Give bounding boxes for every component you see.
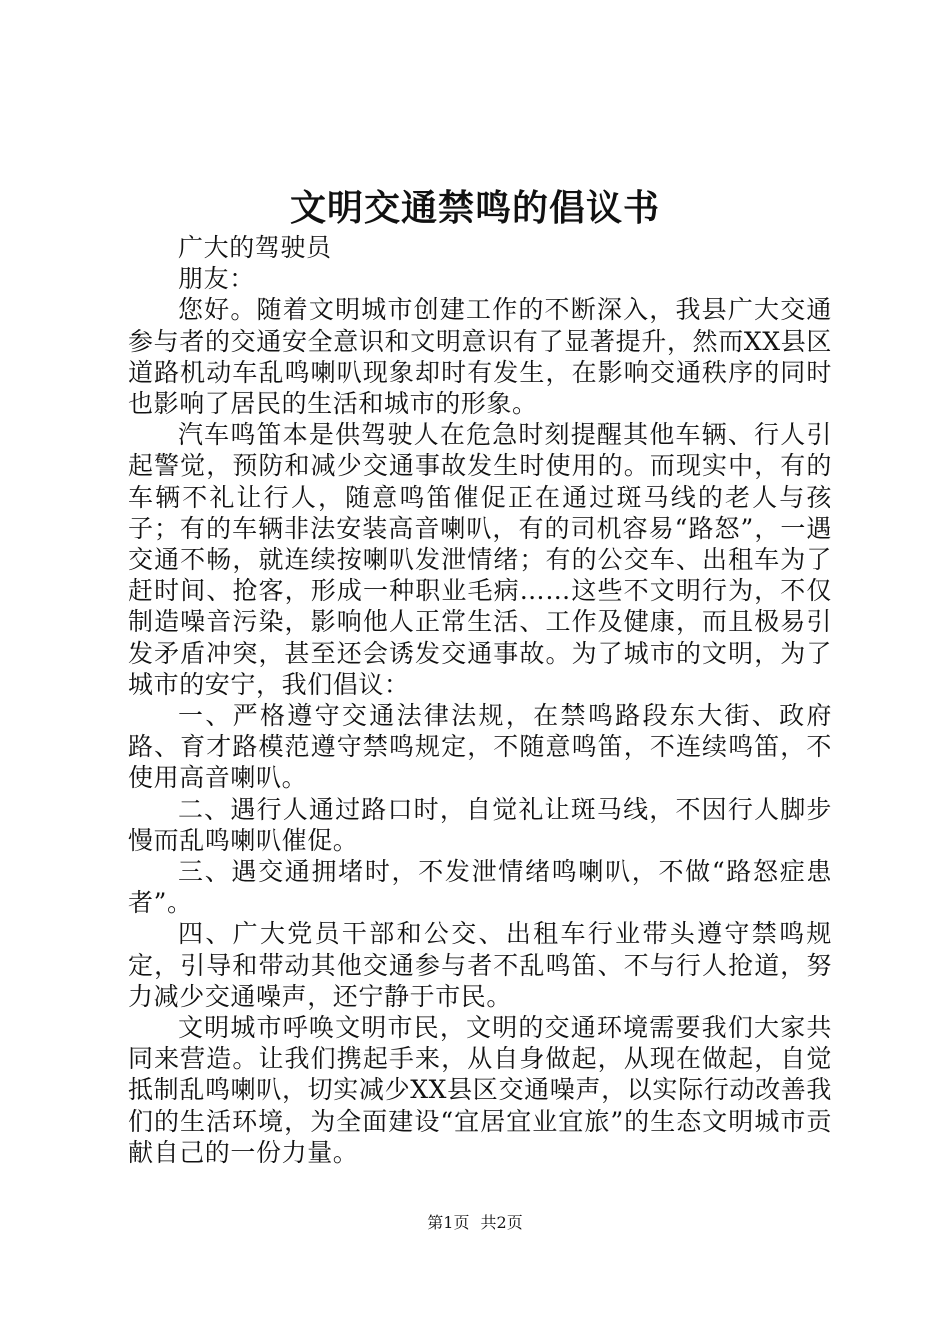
salutation-line-2: 朋友： — [178, 264, 255, 294]
proposal-item-4: 四、广大党员干部和公交、出租车行业带头遵守禁鸣规定，引导和带动其他交通参与者不乱鸣笛、不与行人抢道，努力减少交通噪声，还宁静于市民。 — [128, 919, 832, 1011]
paragraph-greeting: 您好。随着文明城市创建工作的不断深入，我县广大交通参与者的交通安全意识和文明意识有了显著提升，然而XX县区道路机动车乱鸣喇叭现象却时有发生，在影响交通秩序的同时也影响了居民的生活和城市的形象。 — [128, 295, 832, 419]
proposal-item-2: 二、遇行人通过路口时，自觉礼让斑马线，不因行人脚步慢而乱鸣喇叭催促。 — [128, 794, 832, 855]
proposal-item-1: 一、严格遵守交通法律法规，在禁鸣路段东大街、政府路、育才路模范遵守禁鸣规定，不随意鸣笛，不连续鸣笛，不使用高音喇叭。 — [128, 701, 832, 793]
paragraph-closing: 文明城市呼唤文明市民，文明的交通环境需要我们大家共同来营造。让我们携起手来，从自身做起，从现在做起，自觉抵制乱鸣喇叭，切实减少XX县区交通噪声，以实际行动改善我们的生活环境，为全面建设“宜居宜业宜旅”的生态文明城市贡献自己的一份力量。 — [128, 1013, 832, 1167]
page-number: 第1页 — [427, 1213, 470, 1232]
page-footer — [0, 1212, 950, 1234]
page-total: 共2页 — [480, 1213, 523, 1232]
paragraph-problem: 汽车鸣笛本是供驾驶人在危急时刻提醒其他车辆、行人引起警觉，预防和减少交通事故发生时使用的。而现实中，有的车辆不礼让行人，随意鸣笛催促正在通过斑马线的老人与孩子；有的车辆非法安装高音喇叭，有的司机容易“路怒”，一遇交通不畅，就连续按喇叭发泄情绪；有的公交车、出租车为了赶时间、抢客，形成一种职业毛病……这些不文明行为，不仅制造噪音污染，影响他人正常生活、工作及健康，而且极易引发矛盾冲突，甚至还会诱发交通事故。为了城市的文明，为了城市的安宁，我们倡议： — [128, 420, 832, 699]
salutation-line-1: 广大的驾驶员 — [178, 233, 332, 262]
proposal-item-3: 三、遇交通拥堵时，不发泄情绪鸣喇叭，不做“路怒症患者”。 — [128, 857, 832, 918]
document-title: 文明交通禁鸣的倡议书 — [289, 187, 660, 229]
document-body — [128, 232, 832, 1168]
